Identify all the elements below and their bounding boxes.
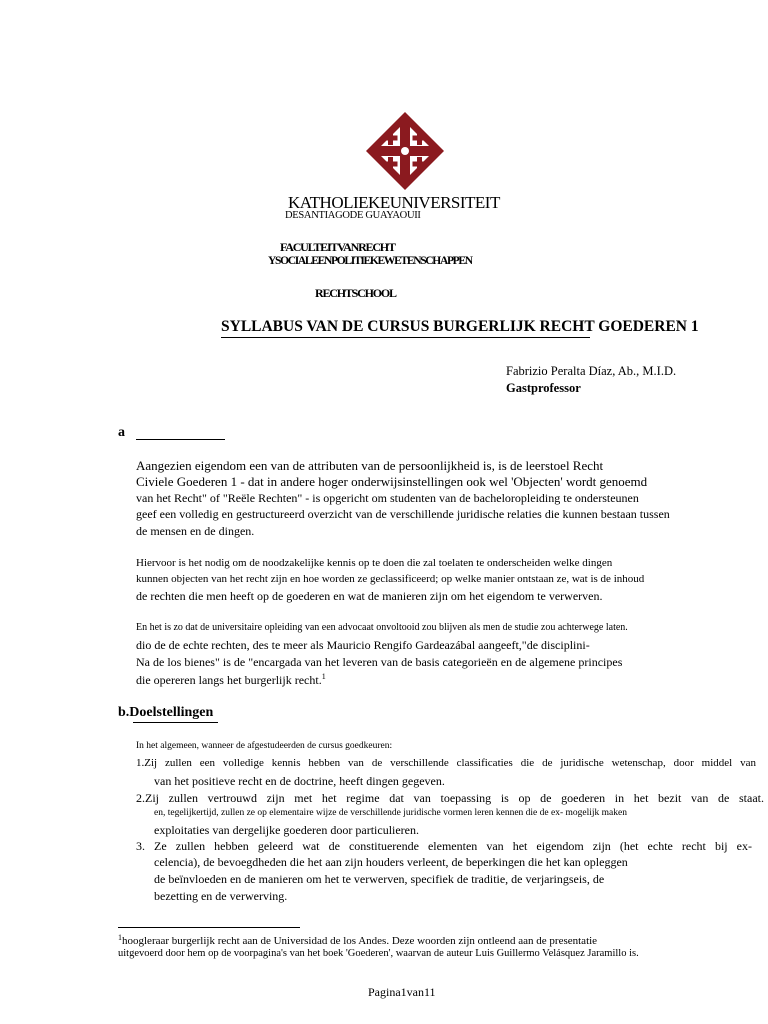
school-name: RECHTSCHOOL <box>315 286 396 300</box>
university-name: KATHOLIEKEUNIVERSITEIT <box>288 193 500 212</box>
document-title: SYLLABUS VAN DE CURSUS BURGERLIJK RECHT GOEDEREN 1 <box>221 318 590 338</box>
objective-item-2-cont: exploitaties van dergelijke goederen door particulieren. <box>154 823 420 837</box>
footnote-line <box>118 933 597 947</box>
author-name: Fabrizio Peralta Díaz, Ab., M.I.D. <box>506 364 677 378</box>
objective-item-3-cont: bezetting en de verwerving. <box>154 889 288 903</box>
paragraph-line: En het is zo dat de universitaire opleiding van een advocaat onvoltooid zou blijven als men de studie zou achterwege laten. <box>136 622 628 633</box>
objective-item-3-cont: celencia), de bevoegdheden die het aan zijn houders verleent, de beperkingen die het kan opleggen <box>154 855 628 869</box>
paragraph-line: kunnen objecten van het recht zijn en hoe worden ze geclassificeerd; op welke manier ontstaan ze, wat is de inhoud <box>136 573 645 585</box>
section-a-label: a <box>118 425 125 440</box>
footnote-text: hoogleraar burgerlijk recht aan de Universidad de los Andes. Deze woorden zijn ontleend aan de presentatie <box>122 935 598 947</box>
objective-item-3: 3. Ze zullen hebben geleerd wat de constituerende elementen van het eigendom zijn (het echte recht bij ex- <box>136 839 752 853</box>
objective-item-2-cont: en, tegelijkertijd, zullen ze op elementaire wijze de verschillende juridische vormen leren kennen die de ex- mogelijk maken <box>154 808 627 818</box>
faculty-line-1: FACULTEITVANRECHT <box>280 240 395 254</box>
author-role: Gastprofessor <box>506 381 581 395</box>
university-subtitle: DESANTIAGODE GUAYAOUII <box>285 210 421 221</box>
paragraph-line: geef een volledig en gestructureerd overzicht van de verschillende juridische relaties die kunnen bestaan tussen <box>136 507 670 521</box>
objective-item-1-cont: van het positieve recht en de doctrine, heeft dingen gegeven. <box>154 774 445 788</box>
objectives-intro: In het algemeen, wanneer de afgestudeerden de cursus goedkeuren: <box>136 741 393 751</box>
objective-item-1: 1.Zij zullen een volledige kennis hebben van de verschillende classificaties die de juridische wetenschap, door middel van <box>136 757 756 769</box>
section-b-underline <box>133 722 218 723</box>
page-number: Pagina1van11 <box>368 985 436 999</box>
university-crest-icon <box>364 110 446 192</box>
paragraph-line: dio de de echte rechten, des te meer als Mauricio Rengifo Gardeazábal aangeeft,"de disciplini- <box>136 638 590 652</box>
paragraph-line: Na de los bienes" is de "encargada van het leveren van de basis categorieën en de algemene principes <box>136 655 623 669</box>
footnote-reference: 1 <box>321 672 326 681</box>
faculty-line-2: YSOCIALEENPOLITIEKEWETENSCHAPPEN <box>268 255 472 267</box>
objective-item-2: 2.Zij zullen vertrouwd zijn met het regime dat van toepassing is op de goederen in het bezit van de staat. <box>136 791 764 805</box>
paragraph-line <box>136 672 326 688</box>
section-b-heading: b.Doelstellingen <box>118 705 214 720</box>
paragraph-line: de mensen en de dingen. <box>136 524 255 538</box>
footnote-separator <box>118 927 300 928</box>
paragraph-line-text: die opereren langs het burgerlijk recht. <box>136 673 322 687</box>
footnote-number: 1 <box>118 933 122 942</box>
paragraph-line: Hiervoor is het nodig om de noodzakelijke kennis op te doen die zal toelaten te onderscheiden welke dingen <box>136 557 613 569</box>
paragraph-line: Aangezien eigendom een van de attributen van de persoonlijkheid is, is de leerstoel Recht <box>136 458 604 473</box>
objective-item-3-cont: de beïnvloeden en de manieren om het te verwerven, specifiek de traditie, de verjaringseis, de <box>154 872 605 886</box>
paragraph-line: de rechten die men heeft op de goederen en wat de manieren zijn om het eigendom te verwerven. <box>136 589 603 603</box>
section-a-underline <box>136 439 225 440</box>
paragraph-line: Civiele Goederen 1 - dat in andere hoger onderwijsinstellingen ook wel 'Objecten' wordt genoemd <box>136 474 648 489</box>
footnote-line: uitgevoerd door hem op de voorpagina's van het boek 'Goederen', waarvan de auteur Luis Guillermo Velásquez Jaramillo is. <box>118 948 639 959</box>
paragraph-line: van het Recht" of "Reële Rechten" - is opgericht om studenten van de bacheloropleiding te ondersteunen <box>136 491 639 505</box>
